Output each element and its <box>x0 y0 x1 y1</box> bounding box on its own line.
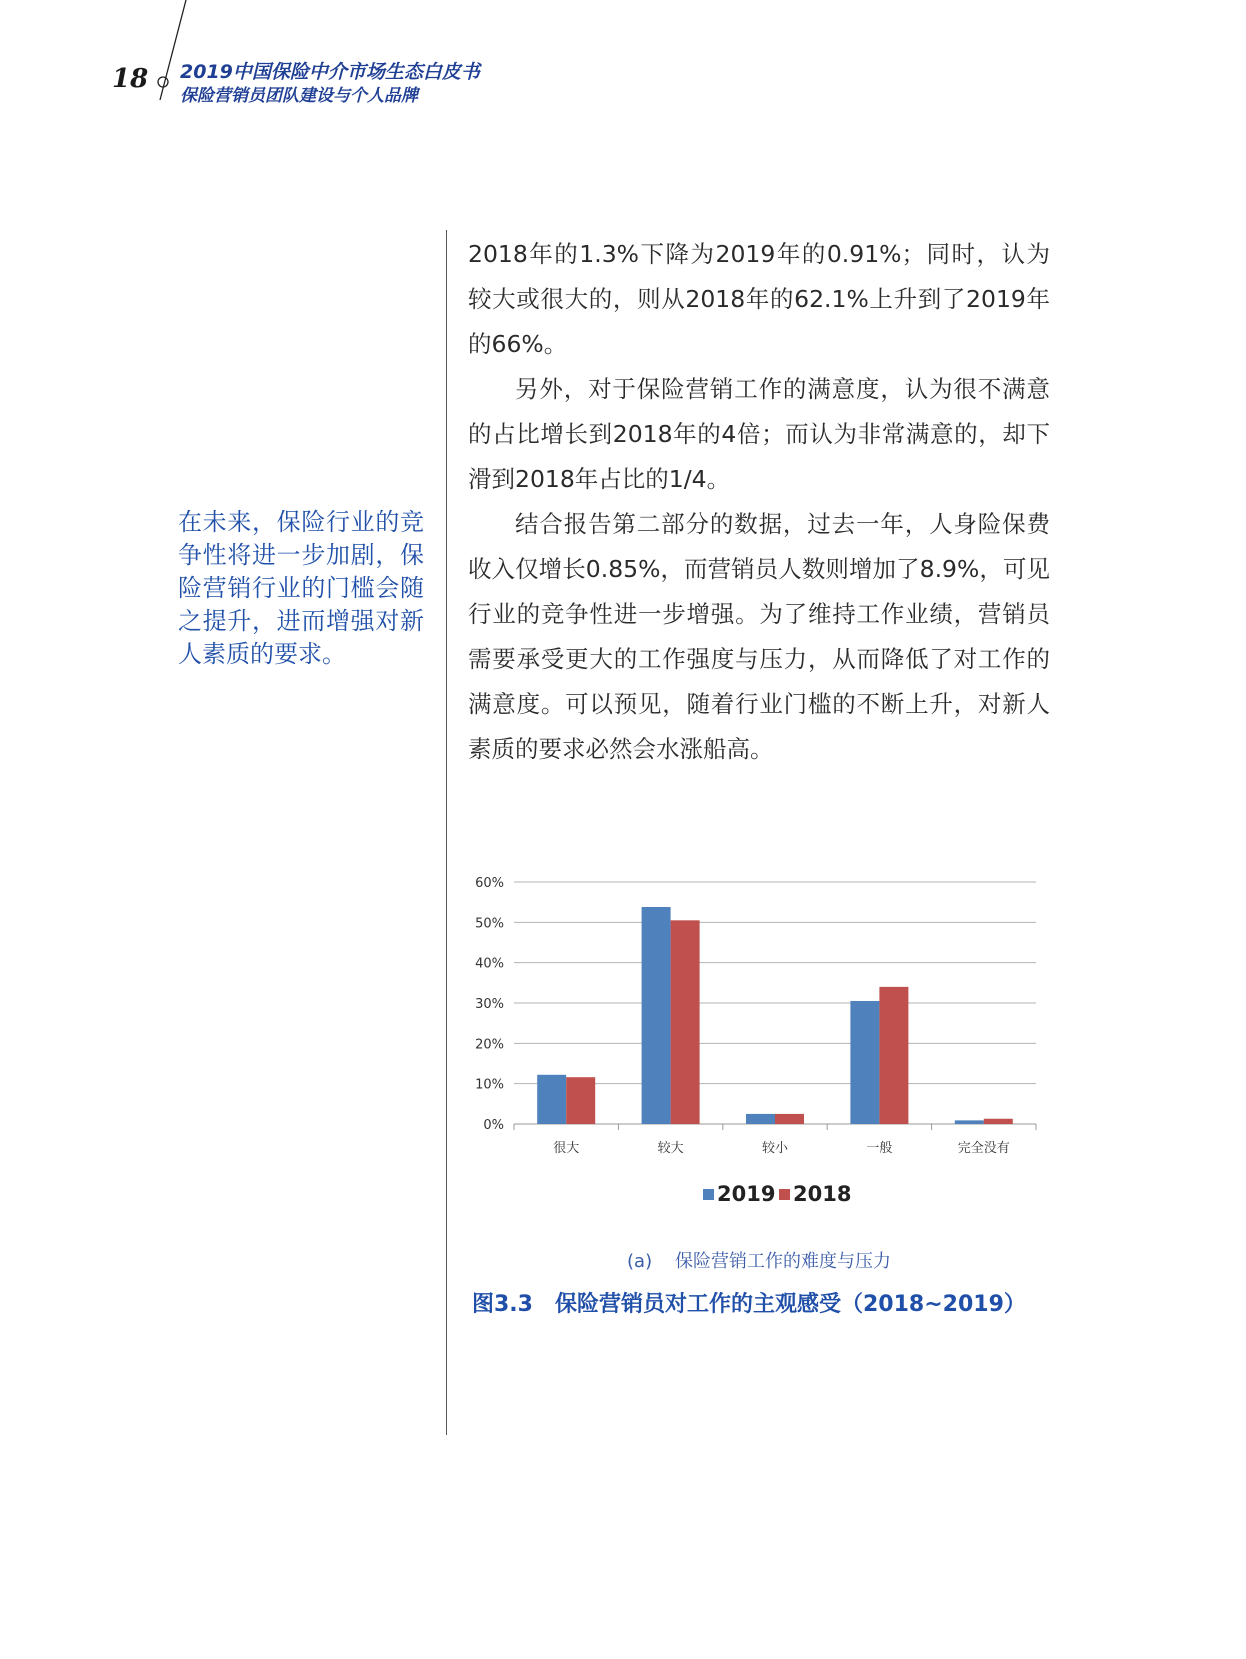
paragraph-3: 结合报告第二部分的数据，过去一年，人身险保费收入仅增长0.85%，而营销员人数则增加了8.9%，可见行业的竞争性进一步增强。为了维持工作业绩，营销员需要承受更大的工作强度与压力，从而降低了对工作的满意度。可以预见，随着行业门槛的不断上升，对新人素质的要求必然会水涨船高。 <box>468 510 1050 763</box>
y-tick-label: 40% <box>475 956 504 972</box>
y-tick-label: 30% <box>475 997 504 1012</box>
figure-caption <box>472 1287 1112 1318</box>
legend-label-2019: 2019 <box>717 1182 776 1206</box>
legend-swatch-2018 <box>779 1189 790 1200</box>
page-number: 18 <box>112 64 149 94</box>
figure-subcaption <box>468 1247 1050 1273</box>
bar-2019 <box>537 1075 566 1124</box>
x-category-label: 较大 <box>657 1141 684 1156</box>
x-category-label: 一般 <box>866 1141 893 1156</box>
bar-2018 <box>775 1114 804 1124</box>
running-head <box>180 60 480 108</box>
bar-2019 <box>642 907 671 1124</box>
subcaption-text: 保险营销工作的难度与压力 <box>674 1251 891 1272</box>
legend-label-2018: 2018 <box>793 1182 852 1206</box>
bar-2019 <box>955 1120 984 1124</box>
caption-label: 图3.3 <box>472 1292 533 1317</box>
body-text <box>468 232 1050 772</box>
paragraph-1: 2018年的1.3%下降为2019年的0.91%；同时，认为较大或很大的，则从2018年的62.1%上升到了2019年的66%。 <box>468 240 1050 358</box>
y-tick-label: 60% <box>475 876 504 891</box>
y-tick-label: 10% <box>475 1077 504 1093</box>
x-category-label: 完全没有 <box>957 1141 1010 1156</box>
column-divider <box>446 230 447 1435</box>
bar-2019 <box>850 1001 879 1124</box>
bar-2019 <box>746 1114 775 1124</box>
legend-swatch-2019 <box>703 1189 714 1200</box>
subcaption-tag: (a) <box>627 1251 653 1272</box>
running-head-title: 2019中国保险中介市场生态白皮书 <box>180 61 480 83</box>
bar-2018 <box>671 920 700 1124</box>
x-category-label: 较小 <box>761 1141 789 1156</box>
sidenote-callout: 在未来，保险行业的竞争性将进一步加剧，保险营销行业的门槛会随之提升，进而增强对新人素质的要求。 <box>178 508 424 668</box>
paragraph-2: 另外，对于保险营销工作的满意度，认为很不满意的占比增长到2018年的4倍；而认为非常满意的，却下滑到2018年占比的1/4。 <box>468 375 1050 493</box>
running-head-subtitle: 保险营销员团队建设与个人品牌 <box>180 86 418 106</box>
y-tick-label: 0% <box>483 1118 504 1133</box>
y-tick-label: 50% <box>475 916 504 932</box>
bar-2018 <box>984 1119 1013 1124</box>
bar-chart <box>468 866 1068 1246</box>
x-category-label: 很大 <box>553 1141 580 1156</box>
caption-text: 保险营销员对工作的主观感受（2018~2019） <box>554 1292 1026 1317</box>
bar-2018 <box>879 987 908 1124</box>
y-tick-label: 20% <box>475 1037 504 1053</box>
header-decoration <box>0 0 200 110</box>
bar-2018 <box>566 1077 595 1124</box>
